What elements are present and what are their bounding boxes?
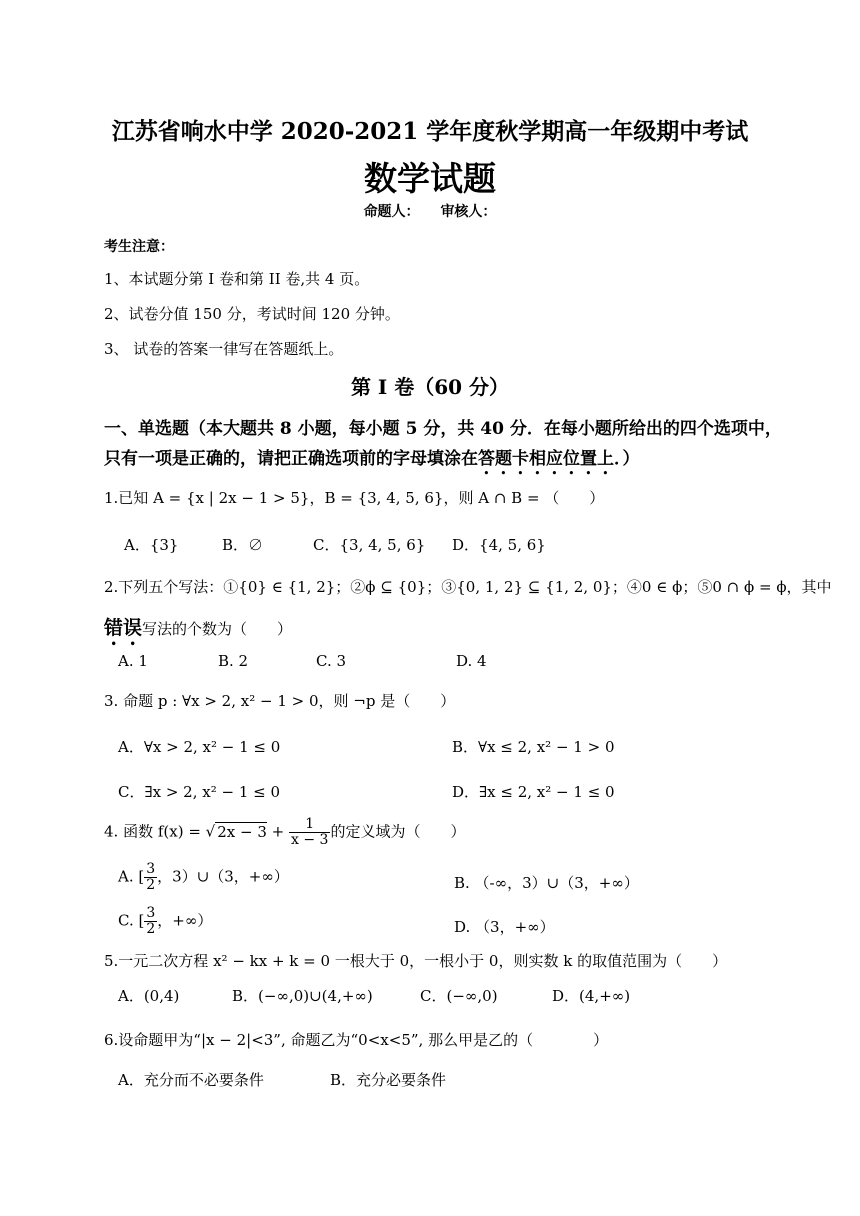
question-2-text: 写法的个数为（ ） — [142, 620, 293, 638]
q3-option-a: A．∀x > 2, x² − 1 ≤ 0 — [118, 738, 281, 756]
q4-option-a — [118, 862, 289, 893]
section-instructions-line2 — [104, 444, 640, 479]
q1-option-b: B．∅ — [222, 536, 264, 554]
q5-option-d: D．(4,+∞) — [552, 987, 631, 1005]
section-instructions-line1: 一、单选题（本大题共 8 小题，每小题 5 分，共 40 分．在每小题所给出的四个选项中， — [104, 419, 782, 439]
q6-option-b: B．充分必要条件 — [330, 1071, 447, 1089]
q6-option-a: A．充分而不必要条件 — [118, 1071, 264, 1089]
q4-opt-text: ，+∞） — [157, 911, 213, 930]
part-one-title: 第 I 卷（60 分） — [350, 375, 510, 399]
q1-option-a: A．{3} — [124, 536, 179, 554]
q2-option-a: A. 1 — [118, 652, 148, 670]
q5-option-c: C．(−∞,0) — [420, 987, 498, 1005]
author-line — [0, 201, 860, 221]
q1-option-c: C．{3, 4, 5, 6} — [313, 536, 426, 554]
q4-sqrt-content: 2x − 3 — [217, 822, 267, 841]
q4-opt-fraction — [144, 862, 157, 893]
q4-frac-den: x − 3 — [291, 832, 329, 848]
q4-frac-num: 1 — [289, 817, 330, 833]
question-3-stem: 3. 命题 p : ∀x > 2, x² − 1 > 0，则 ¬p 是（ ） — [104, 692, 456, 710]
author-label: 命题人： — [363, 204, 420, 220]
q4-option-d: D. （3，+∞） — [454, 918, 555, 936]
q3-option-d: D．∃x ≤ 2, x² − 1 ≤ 0 — [452, 783, 615, 801]
exam-subject-title: 数学试题 — [364, 159, 496, 198]
notice-item: 2、试卷分值 150 分，考试时间 120 分钟。 — [104, 305, 400, 323]
question-6-stem: 6.设命题甲为“|x − 2|<3”, 命题乙为“0<x<5”, 那么甲是乙的（ ） — [104, 1031, 609, 1049]
q4-opt-text: A. [ — [118, 867, 145, 886]
q4-option-b: B. （-∞，3）∪（3，+∞） — [454, 874, 639, 892]
q2-option-b: B. 2 — [218, 652, 249, 670]
q4-option-c — [118, 906, 212, 937]
instruction-text: ．） — [614, 449, 640, 469]
emphasized-text: 答题卡相应位置上 — [478, 449, 614, 469]
q4-opt-text: ，3）∪（3，+∞） — [157, 867, 289, 886]
question-4-stem — [104, 817, 465, 848]
q4-opt-fraction — [144, 906, 157, 937]
notice-item: 1、本试题分第 I 卷和第 II 卷,共 4 页。 — [104, 270, 370, 288]
q4-fraction — [289, 817, 330, 848]
q3-option-c: C．∃x > 2, x² − 1 ≤ 0 — [118, 783, 281, 801]
q4-text: 的定义域为（ ） — [330, 822, 466, 841]
frac-den: 2 — [146, 877, 156, 893]
reviewer-label: 审核人： — [440, 204, 497, 220]
q1-option-d: D．{4, 5, 6} — [452, 536, 546, 554]
q4-plus: + — [266, 822, 289, 841]
exam-school-title: 江苏省响水中学 2020-2021 学年度秋学期高一年级期中考试 — [111, 118, 749, 145]
instruction-text: 只有一项是正确的，请把正确选项前的字母填涂在 — [104, 449, 478, 469]
q4-opt-text: C. [ — [118, 911, 145, 930]
q2-option-c: C. 3 — [316, 652, 347, 670]
frac-num: 3 — [146, 861, 156, 877]
question-1-stem: 1.已知 A = {x | 2x − 1 > 5}，B = {3, 4, 5, 6}，则 A ∩ B = （ ） — [104, 489, 605, 507]
emphasized-text: 错误 — [104, 617, 143, 639]
q2-option-d: D. 4 — [456, 652, 487, 670]
notice-heading: 考生注意： — [104, 239, 174, 255]
frac-num: 3 — [146, 905, 156, 921]
q3-option-b: B．∀x ≤ 2, x² − 1 > 0 — [452, 738, 615, 756]
sqrt-icon: √ — [205, 822, 216, 841]
q5-option-a: A．(0,4) — [118, 987, 180, 1005]
q5-option-b: B．(−∞,0)∪(4,+∞) — [232, 987, 373, 1005]
notice-item: 3、 试卷的答案一律写在答题纸上。 — [104, 340, 344, 358]
question-2-stem: 2.下列五个写法：①{0} ∈ {1, 2}；②ϕ ⊆ {0}；③{0, 1, 2} ⊆ {1, 2, 0}；④0 ∈ ϕ；⑤0 ∩ ϕ = ϕ，其中 — [104, 578, 832, 596]
q4-text: 4. 函数 f(x) = — [104, 822, 206, 841]
question-2-line2 — [104, 613, 292, 650]
question-5-stem: 5.一元二次方程 x² − kx + k = 0 一根大于 0，一根小于 0，则实数 k 的取值范围为（ ） — [104, 952, 728, 970]
frac-den: 2 — [146, 921, 156, 937]
